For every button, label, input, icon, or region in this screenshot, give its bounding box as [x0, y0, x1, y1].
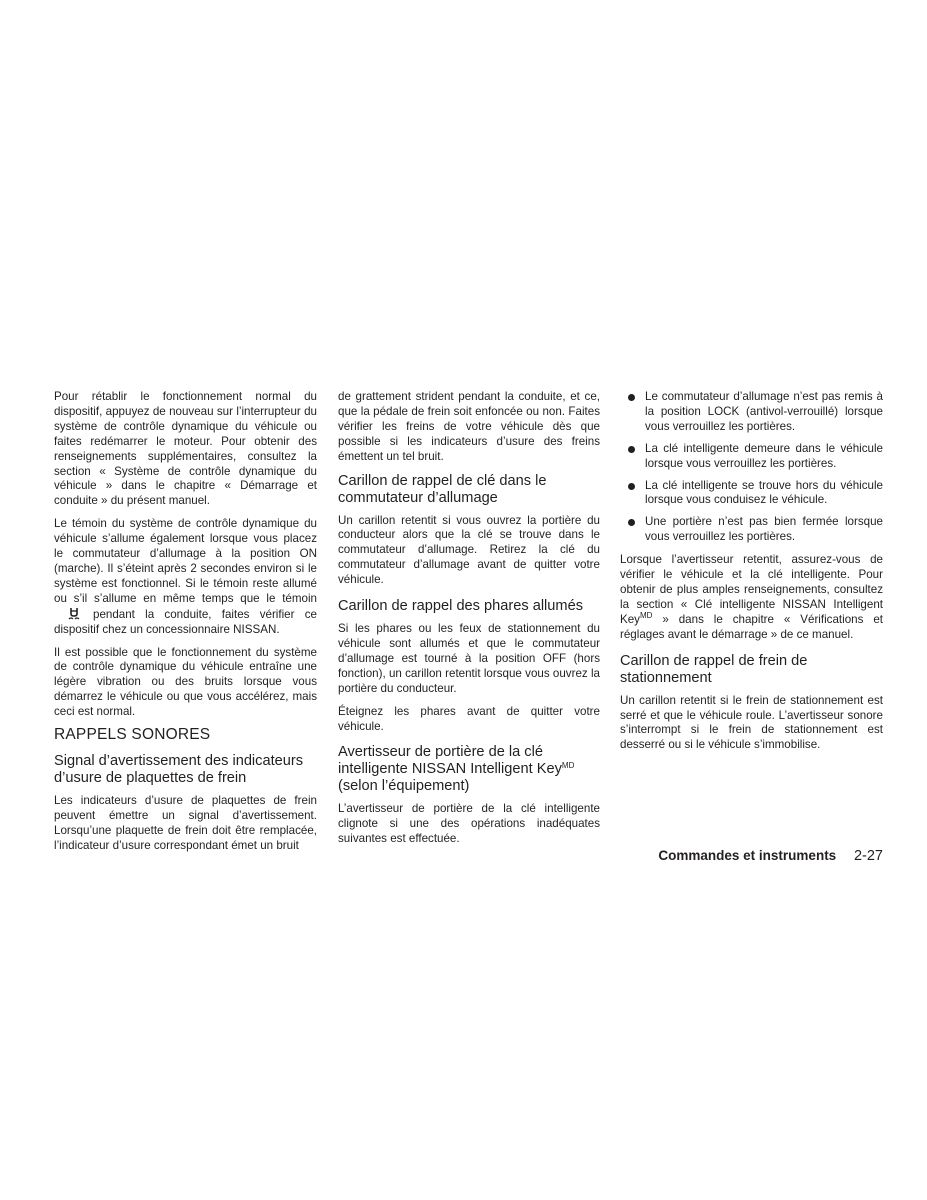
section-title-rappels-sonores: RAPPELS SONORES [54, 726, 211, 744]
trademark-superscript: MD [639, 610, 653, 620]
paragraph-parking-brake: Un carillon retentit si le frein de stationnement est serré et que le véhicule roule. L’avertisseur sonore s’interrompt si le frein de stationnement est desserré ou si le véhicule s’immobilise. [620, 693, 883, 752]
paragraph-vdc-indicator-part2: pendant la conduite, faites vérifier ce dispositif chez un concessionnaire NISSAN. [54, 607, 317, 636]
bullet-icon [628, 446, 635, 453]
paragraph-intelligent-key-warning: L’avertisseur de portière de la clé intelligente clignote si une des opérations inadéquates suivantes est effectuée. [338, 802, 600, 846]
warning-conditions-list [620, 390, 883, 545]
paragraph-lights-reminder-1: Si les phares ou les feux de stationnement du véhicule sont allumés et que le commutateur d’allumage est tourné à la position OFF (hors fonction), un carillon retentit lorsque vous ouvrez la portière du conducteur. [338, 622, 600, 695]
subheading-key-reminder: Carillon de rappel de clé dans le commutateur d’allumage [338, 472, 547, 506]
paragraph-vdc-indicator [54, 517, 317, 637]
subheading-brake-wear: Signal d’avertissement des indicateurs d’usure de plaquettes de frein [54, 752, 304, 786]
subheading-intelligent-key-warning [338, 744, 600, 795]
bullet-icon [628, 394, 635, 401]
subheading-intelligent-key-text: Avertisseur de portière de la clé intelligente NISSAN Intelligent Key [338, 744, 562, 778]
bullet-icon [628, 519, 635, 526]
page-footer [658, 848, 883, 864]
paragraph-lights-reminder-2: Éteignez les phares avant de quitter votre véhicule. [338, 704, 600, 733]
list-item: La clé intelligente demeure dans le véhicule lorsque vous verrouillez les portières. [620, 442, 883, 472]
paragraph-brake-wear-cont: de grattement strident pendant la conduite, et ce, que la pédale de frein soit enfoncée ou non. Faites vérifier les freins de votre véhicule dès que possible si les indicateurs d’usure des freins émettent un tel bruit. [338, 390, 600, 463]
page-number: 2-27 [853, 848, 883, 864]
subheading-lights-reminder: Carillon de rappel des phares allumés [338, 598, 583, 615]
paragraph-vdc-reset: Pour rétablir le fonctionnement normal du dispositif, appuyez de nouveau sur l’interrupteur du système de contrôle dynamique du véhicule ou faites redémarrer le moteur. Pour obtenir des renseignements supplémentaires, consultez la section « Système de contrôle dynamique du véhicule » dans le chapitre « Démarrage et conduite » du présent manuel. [54, 390, 317, 508]
column-right [620, 390, 883, 761]
subheading-intelligent-key-equipment: (selon l’équipement) [338, 778, 470, 795]
paragraph-vdc-indicator-part1: Le témoin du système de contrôle dynamique du véhicule s’allume également lorsque vous placez le commutateur d’allumage à la position ON (marche). Il s’éteint après 2 secondes environ si le système est fonctionnel. Si le témoin reste allumé ou s’il s’allume en même temps que le témoin [54, 517, 317, 605]
chapter-title: Commandes et instruments [658, 848, 837, 863]
slip-indicator-icon [66, 607, 82, 620]
trademark-superscript: MD [561, 761, 575, 771]
list-item: Le commutateur d’allumage n’est pas remis à la position LOCK (antivol-verrouillé) lorsque vous verrouillez les portières. [620, 390, 883, 435]
subheading-parking-brake: Carillon de rappel de frein de stationnement [620, 652, 808, 686]
bullet-icon [628, 483, 635, 490]
list-item: La clé intelligente se trouve hors du véhicule lorsque vous conduisez le véhicule. [620, 479, 883, 509]
paragraph-key-reminder: Un carillon retentit si vous ouvrez la portière du conducteur alors que la clé se trouve dans le commutateur d’allumage. Retirez la clé du commutateur d’allumage avant de quitter votre véhicule. [338, 513, 600, 587]
paragraph-vdc-vibration: Il est possible que le fonctionnement du système de contrôle dynamique du véhicule entraîne une légère vibration ou des bruits lorsque vous démarrez le véhicule ou que vous accélérez, mais ceci est normal. [54, 645, 317, 719]
list-item: Une portière n’est pas bien fermée lorsque vous verrouillez les portières. [620, 515, 883, 545]
column-left [54, 390, 317, 862]
paragraph-warning-check: Lorsque l’avertisseur retentit, assurez-vous de vérifier le véhicule et la clé intelligente. Pour obtenir de plus amples renseignements, consultez la section « Clé intelligente NISSAN Intelligent Key$^{MD}$ » dans le chapitre « Vérifications et réglages avant le démarrage » de ce manuel. [620, 553, 883, 641]
column-middle [338, 390, 600, 855]
paragraph-brake-wear: Les indicateurs d’usure de plaquettes de frein peuvent émettre un signal d’avertissement. Lorsqu’une plaquette de frein doit être remplacée, l’indicateur d’usure correspondant émet un bruit [54, 793, 317, 852]
